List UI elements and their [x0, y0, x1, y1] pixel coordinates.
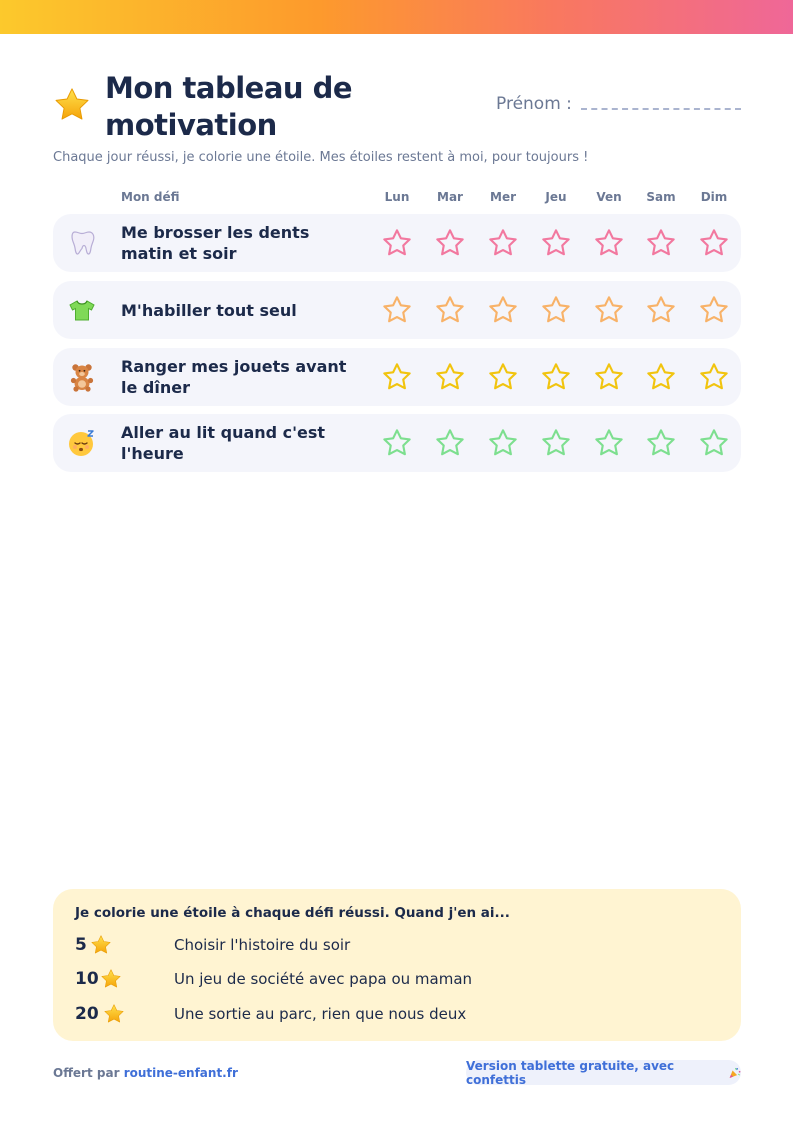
challenge-row [53, 281, 741, 339]
reward-count: 10 [75, 969, 99, 989]
teddy-bear-icon [67, 362, 97, 392]
day-label-lun: Lun [384, 190, 410, 204]
party-popper-icon [728, 1066, 741, 1080]
star-icon[interactable] [698, 427, 730, 459]
day-label-ven: Ven [596, 190, 622, 204]
star-icon[interactable] [698, 294, 730, 326]
star-icon[interactable] [434, 227, 466, 259]
day-label-mer: Mer [490, 190, 516, 204]
star-icon[interactable] [381, 427, 413, 459]
footer-site-link[interactable]: routine-enfant.fr [123, 1066, 238, 1080]
challenge-row [53, 414, 741, 472]
star-icon [53, 86, 91, 124]
day-label-jeu: Jeu [545, 190, 567, 204]
star-icon[interactable] [593, 294, 625, 326]
challenge-label: M'habiller tout seul [121, 300, 297, 320]
page-title: Mon tableau de motivation [105, 71, 353, 142]
star-icon[interactable] [645, 294, 677, 326]
star-icon[interactable] [645, 427, 677, 459]
reward-count: 5 [75, 935, 87, 955]
challenge-label: Ranger mes jouets avant le dîner [121, 357, 347, 397]
table-header [53, 190, 741, 208]
rewards-box [53, 889, 741, 1041]
challenge-column-label: Mon défi [121, 190, 180, 204]
reward-text: Une sortie au parc, rien que nous deux [174, 1005, 467, 1023]
challenge-row [53, 348, 741, 406]
rewards-title: Je colorie une étoile à chaque défi réussi. Quand j'en ai... [75, 905, 510, 921]
reward-item [75, 933, 715, 957]
tshirt-icon [67, 295, 97, 325]
star-icon[interactable] [487, 427, 519, 459]
footer-offered-by: Offert par [53, 1066, 120, 1080]
tablet-version-link[interactable] [466, 1060, 741, 1085]
page-header [53, 70, 741, 142]
star-icon[interactable] [487, 294, 519, 326]
star-icon[interactable] [593, 361, 625, 393]
star-icon[interactable] [540, 294, 572, 326]
star-icon[interactable] [381, 361, 413, 393]
star-icon [100, 968, 122, 990]
star-icon[interactable] [645, 227, 677, 259]
star-icon[interactable] [698, 361, 730, 393]
star-icon[interactable] [434, 294, 466, 326]
tooth-icon [67, 228, 97, 258]
star-icon[interactable] [381, 227, 413, 259]
page-subtitle: Chaque jour réussi, je colorie une étoile. Mes étoiles restent à moi, pour toujours ! [53, 150, 589, 165]
star-icon[interactable] [434, 361, 466, 393]
sleeping-face-icon [67, 428, 97, 458]
star-icon [90, 934, 112, 956]
day-label-sam: Sam [646, 190, 676, 204]
star-icon[interactable] [645, 361, 677, 393]
reward-item [75, 1002, 715, 1026]
challenge-label: Me brosser les dents matin et soir [121, 223, 310, 263]
reward-count: 20 [75, 1004, 99, 1024]
star-icon[interactable] [381, 294, 413, 326]
star-icon[interactable] [540, 427, 572, 459]
day-label-mar: Mar [437, 190, 463, 204]
reward-item [75, 967, 715, 991]
top-gradient-bar [0, 0, 793, 34]
star-icon[interactable] [434, 427, 466, 459]
star-icon[interactable] [593, 227, 625, 259]
star-icon [103, 1003, 125, 1025]
reward-text: Choisir l'histoire du soir [174, 936, 351, 954]
challenge-label: Aller au lit quand c'est l'heure [121, 423, 326, 463]
reward-text: Un jeu de société avec papa ou maman [174, 970, 473, 988]
star-icon[interactable] [487, 227, 519, 259]
star-icon[interactable] [593, 427, 625, 459]
star-icon[interactable] [540, 361, 572, 393]
name-field[interactable] [581, 108, 741, 110]
day-label-dim: Dim [700, 190, 728, 204]
footer-credit [53, 1066, 238, 1080]
name-label: Prénom : [496, 94, 572, 114]
star-icon[interactable] [540, 227, 572, 259]
tablet-version-label: Version tablette gratuite, avec confettis [466, 1058, 675, 1087]
star-icon[interactable] [698, 227, 730, 259]
star-icon[interactable] [487, 361, 519, 393]
challenge-row [53, 214, 741, 272]
